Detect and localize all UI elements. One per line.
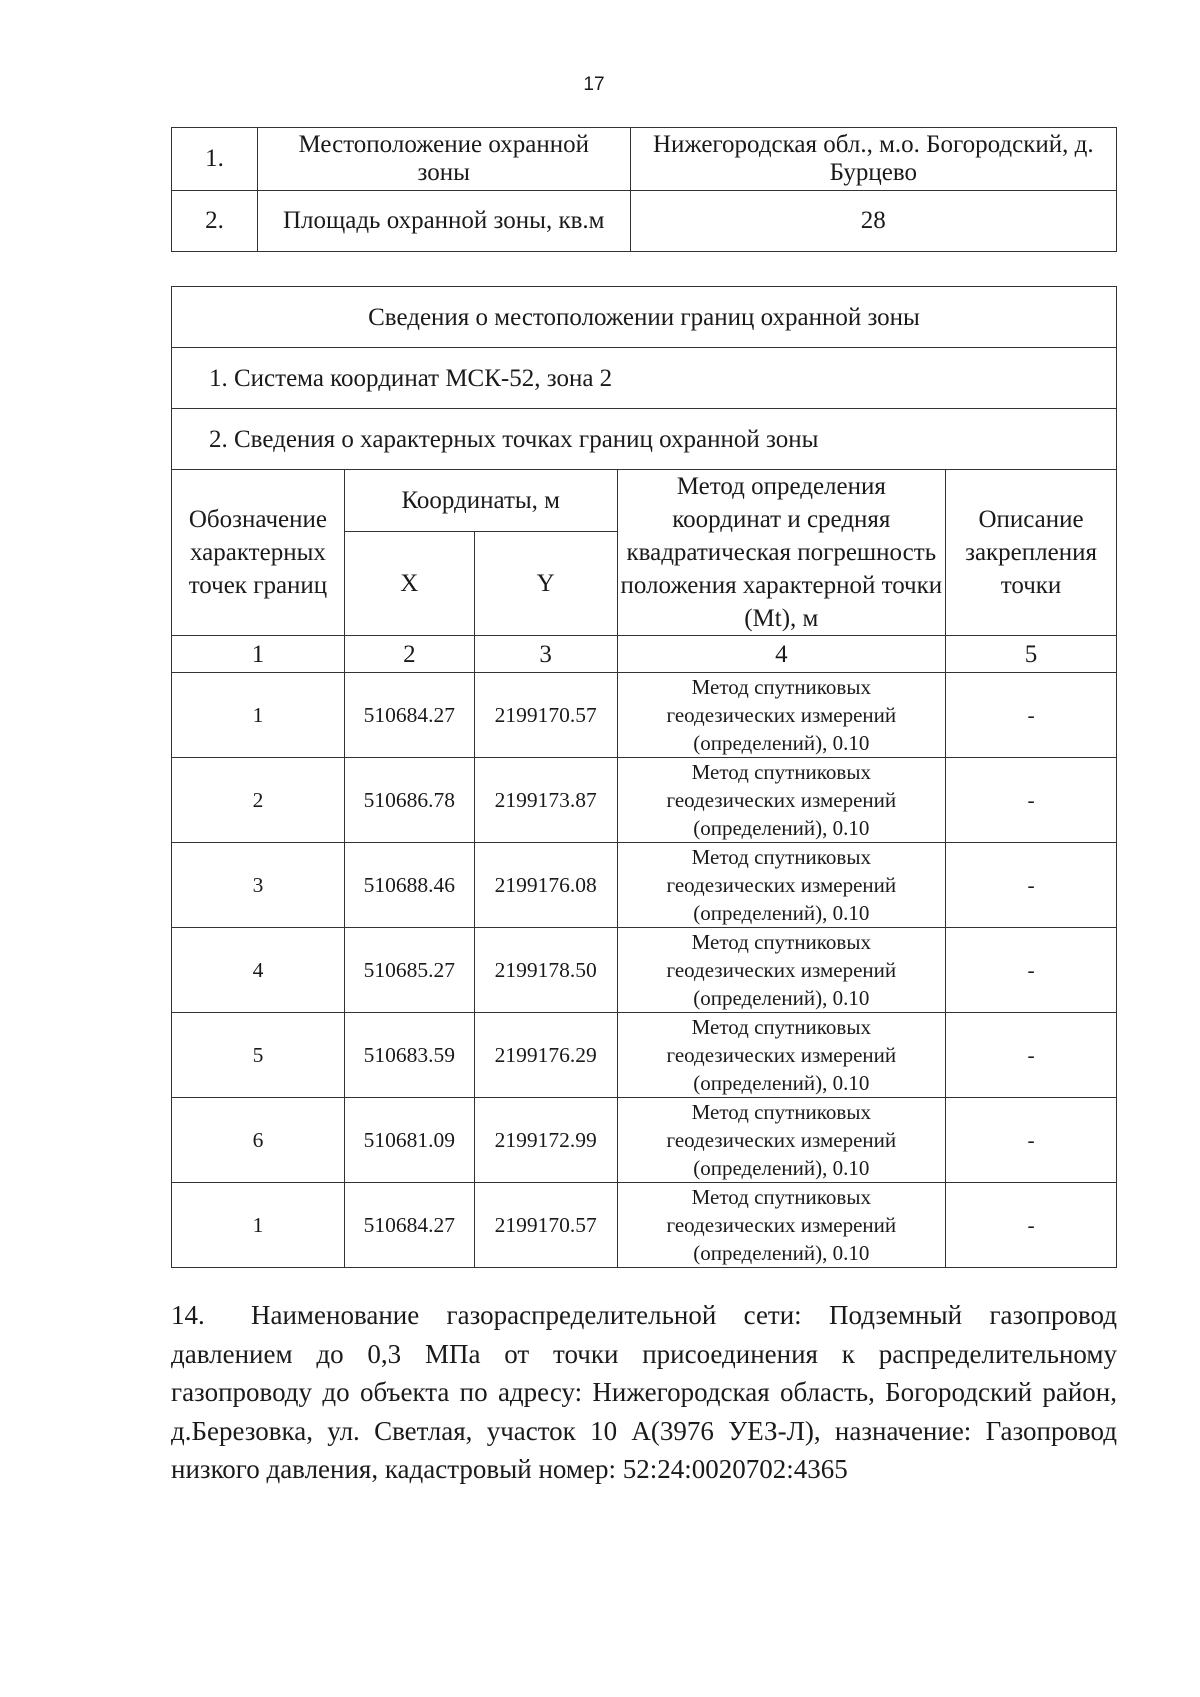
point-label: 1 [172,1183,345,1268]
fixing-description: - [946,673,1117,758]
fixing-description: - [946,843,1117,928]
info-row-number: 2. [172,191,258,252]
table-row [172,758,1117,843]
point-label: 5 [172,1013,345,1098]
fixing-description: - [946,1013,1117,1098]
header-method: Метод определения координат и средняя квадратическая погрешность положения характерной точки (Mt), м [617,470,945,636]
info-row-value: Нижегородская обл., м.о. Богородский, д. Бурцево [630,128,1116,191]
y-coordinate: 2199173.87 [474,758,617,843]
x-coordinate: 510686.78 [344,758,474,843]
table-title: Сведения о местоположении границ охранной зоны [172,287,1117,348]
method-text: Метод спутниковых геодезических измерений (определений), 0.10 [617,758,945,843]
x-coordinate: 510685.27 [344,928,474,1013]
table-row [172,1013,1117,1098]
fixing-description: - [946,1183,1117,1268]
header-x: X [344,531,474,635]
paragraph-number: 14. [171,1300,205,1330]
paragraph-text: Наименование газораспределительной сети: Подземный газопровод давлением до 0,3 МПа от точки присоединения к распределительному газопроводу до объекта по адресу: Нижегородская область, Богородский район, д.Березовка, ул. Светлая, участок 10 А(3976 УЕЗ-Л), назначение: Газопровод низкого давления, кадастровый номер: 52:24:0020702:4365 [171,1300,1117,1484]
y-coordinate: 2199176.08 [474,843,617,928]
points-title-row [172,409,1117,470]
y-coordinate: 2199178.50 [474,928,617,1013]
y-coordinate: 2199176.29 [474,1013,617,1098]
point-label: 4 [172,928,345,1013]
header-row-1 [172,470,1117,532]
table-row [172,1183,1117,1268]
info-row-number: 1. [172,128,258,191]
y-coordinate: 2199170.57 [474,673,617,758]
table-row [172,673,1117,758]
point-label: 6 [172,1098,345,1183]
x-coordinate: 510684.27 [344,673,474,758]
y-coordinate: 2199170.57 [474,1183,617,1268]
table-title-row [172,287,1117,348]
info-row-value: 28 [630,191,1116,252]
x-coordinate: 510684.27 [344,1183,474,1268]
method-text: Метод спутниковых геодезических измерений (определений), 0.10 [617,1098,945,1183]
point-label: 2 [172,758,345,843]
info-row-label: Местоположение охранной зоны [257,128,630,191]
zone-info-table [171,127,1117,252]
page-number: 17 [583,74,605,95]
zone-boundary-table [171,286,1117,1268]
coord-system-row [172,348,1117,409]
column-number: 4 [617,636,945,673]
fixing-description: - [946,1098,1117,1183]
method-text: Метод спутниковых геодезических измерений (определений), 0.10 [617,673,945,758]
table-row [172,928,1117,1013]
x-coordinate: 510683.59 [344,1013,474,1098]
info-row-area [172,191,1117,252]
column-number: 2 [344,636,474,673]
point-label: 3 [172,843,345,928]
x-coordinate: 510681.09 [344,1098,474,1183]
y-coordinate: 2199172.99 [474,1098,617,1183]
header-description: Описание закрепления точки [946,470,1117,636]
column-number: 3 [474,636,617,673]
fixing-description: - [946,758,1117,843]
table-row [172,843,1117,928]
column-number: 1 [172,636,345,673]
header-y: Y [474,531,617,635]
method-text: Метод спутниковых геодезических измерений (определений), 0.10 [617,1013,945,1098]
section-14-paragraph [171,1296,1117,1489]
header-designation: Обозначение характерных точек границ [172,470,345,636]
method-text: Метод спутниковых геодезических измерений (определений), 0.10 [617,928,945,1013]
column-number-row [172,636,1117,673]
x-coordinate: 510688.46 [344,843,474,928]
info-row-label: Площадь охранной зоны, кв.м [257,191,630,252]
point-label: 1 [172,673,345,758]
method-text: Метод спутниковых геодезических измерений (определений), 0.10 [617,1183,945,1268]
info-row-location [172,128,1117,191]
header-coordinates: Координаты, м [344,470,617,532]
points-title-text: 2. Сведения о характерных точках границ охранной зоны [172,409,1117,470]
table-row [172,1098,1117,1183]
method-text: Метод спутниковых геодезических измерений (определений), 0.10 [617,843,945,928]
coord-system-text: 1. Система координат МСК-52, зона 2 [172,348,1117,409]
column-number: 5 [946,636,1117,673]
fixing-description: - [946,928,1117,1013]
